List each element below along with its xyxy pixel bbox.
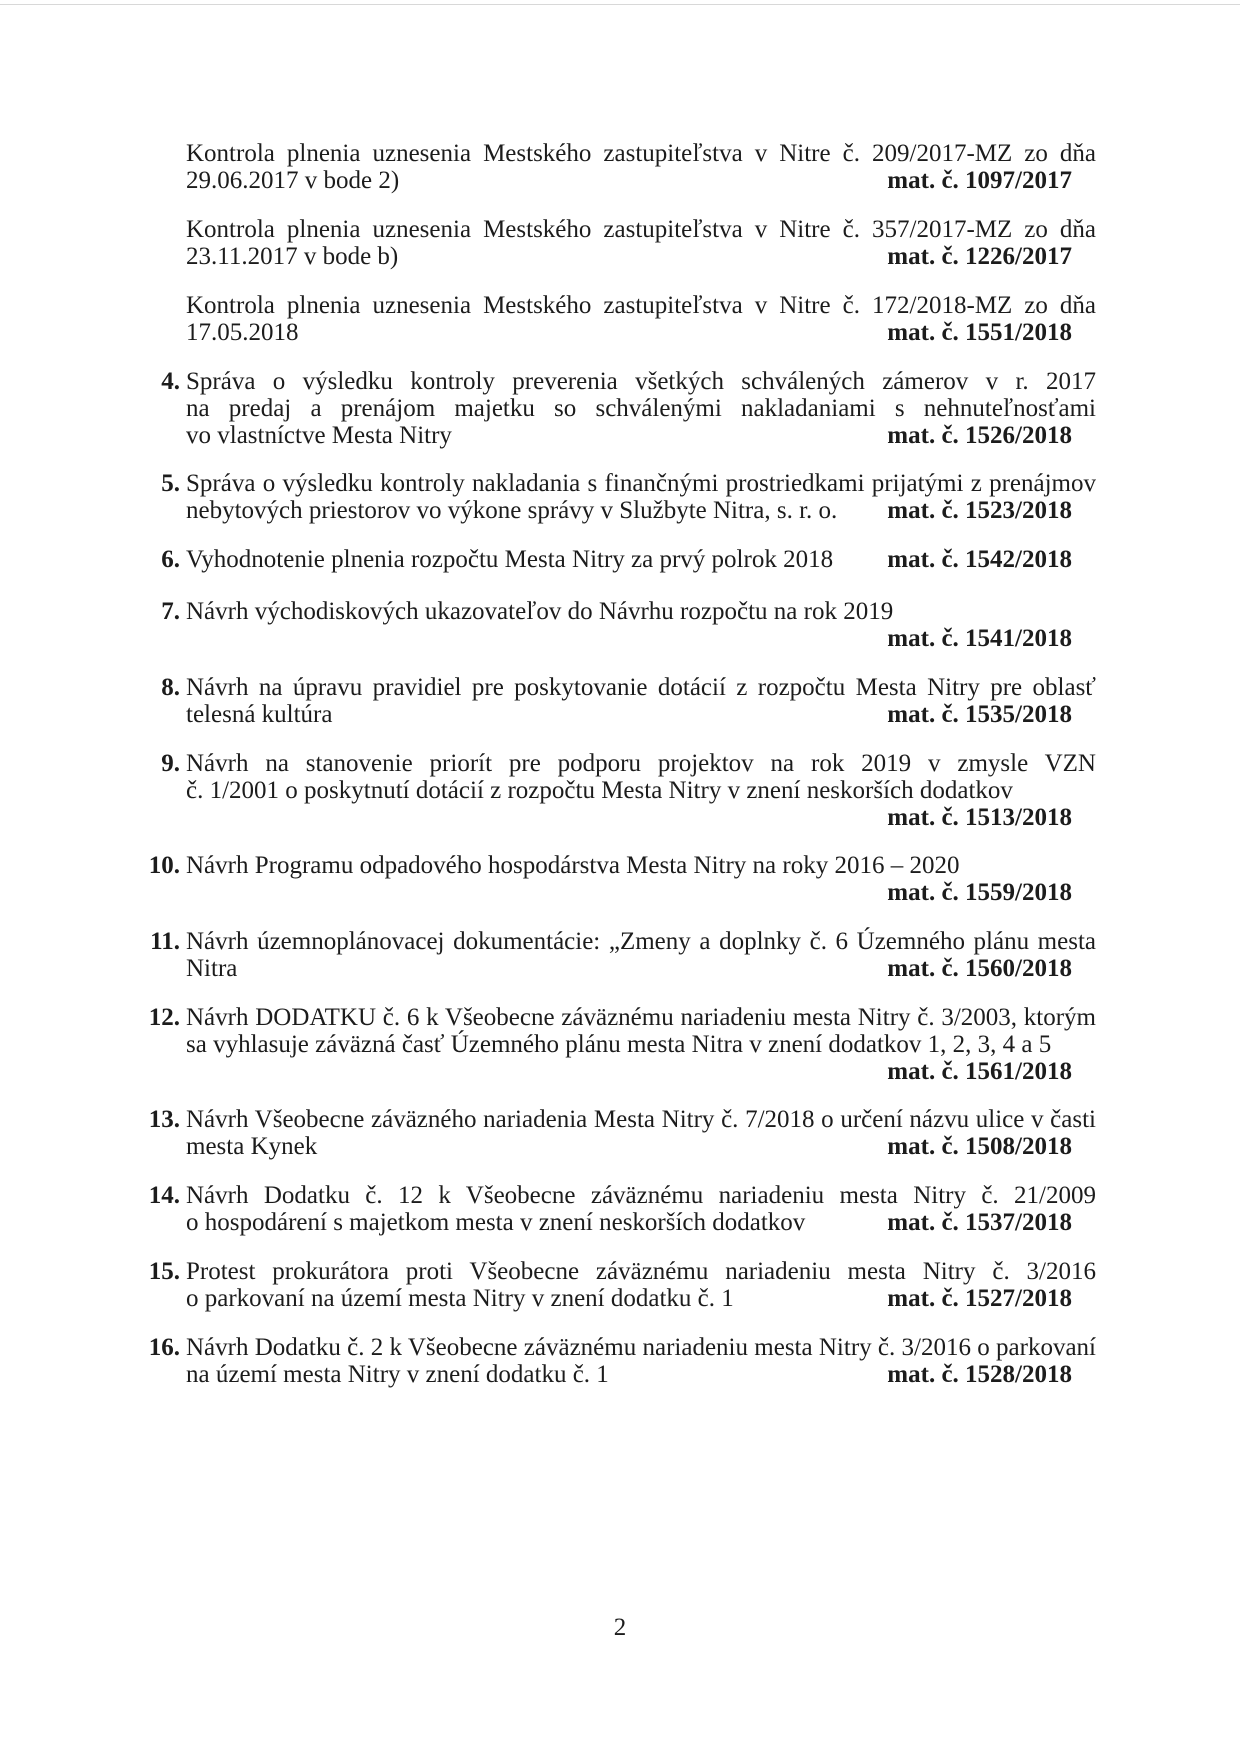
agenda-item-text-end: Návrh východiskových ukazovateľov do Návrhu rozpočtu na rok 2019 [186, 598, 894, 625]
agenda-item [161, 546, 1096, 573]
agenda-item-text-line: Správa o výsledku kontroly nakladania s finančnými prostriedkami prijatými z prenájmov [186, 470, 1096, 497]
agenda-item-text-line: Protest prokurátora proti Všeobecne záväznému nariadeniu mesta Nitry č. 3/2016 [186, 1258, 1096, 1285]
agenda-item-last-row [186, 1133, 1096, 1160]
agenda-item-last-row [186, 243, 1096, 270]
agenda-item-number: 10. [148, 852, 180, 879]
agenda-item-last-row [186, 1209, 1096, 1236]
agenda-item-number: 7. [161, 598, 180, 625]
material-number: mat. č. 1537/2018 [887, 1209, 1072, 1236]
agenda-item [186, 140, 1096, 194]
agenda-item-last-row [186, 319, 1096, 346]
material-number: mat. č. 1527/2018 [887, 1285, 1072, 1312]
agenda-item-text-end: o hospodárení s majetkom mesta v znení neskorších dodatkov [186, 1209, 806, 1236]
agenda-item-text-end: na území mesta Nitry v znení dodatku č. 1 [186, 1361, 609, 1388]
agenda-item [161, 750, 1096, 831]
agenda-item [161, 674, 1096, 728]
agenda-item-text-line: Návrh Dodatku č. 12 k Všeobecne záväznému nariadeniu mesta Nitry č. 21/2009 [186, 1182, 1096, 1209]
agenda-item [186, 216, 1096, 270]
material-number: mat. č. 1097/2017 [887, 167, 1072, 194]
agenda-item-text-line: Návrh územnoplánovacej dokumentácie: „Zmeny a doplnky č. 6 Územného plánu mesta [186, 928, 1096, 955]
material-number: mat. č. 1560/2018 [887, 955, 1072, 982]
scan-edge-line [0, 4, 1240, 5]
agenda-item-text-line: Návrh DODATKU č. 6 k Všeobecne záväznému nariadeniu mesta Nitry č. 3/2003, ktorým [186, 1004, 1096, 1031]
agenda-item-text-line: na predaj a prenájom majetku so schválenými nakladaniami s nehnuteľnosťami [186, 395, 1096, 422]
agenda-item-last-row [186, 167, 1096, 194]
agenda-item-text-end: mesta Kynek [186, 1133, 318, 1160]
agenda-item-last-row [186, 598, 1096, 625]
agenda-item-last-row [186, 497, 1096, 524]
agenda-item-last-row [186, 422, 1096, 449]
agenda-item-text-end: Návrh Programu odpadového hospodárstva Mesta Nitry na roky 2016 – 2020 [186, 852, 960, 879]
agenda-item-last-row [186, 955, 1096, 982]
agenda-item-number: 14. [148, 1182, 180, 1209]
agenda-item [148, 1004, 1096, 1085]
agenda-item-number: 4. [161, 368, 180, 395]
agenda-item-last-row [186, 1285, 1096, 1312]
material-number: mat. č. 1551/2018 [887, 319, 1072, 346]
agenda-item-number: 8. [161, 674, 180, 701]
agenda-item-last-row [186, 777, 1096, 804]
agenda-item [150, 928, 1096, 982]
material-number: mat. č. 1528/2018 [887, 1361, 1072, 1388]
material-number: mat. č. 1508/2018 [887, 1133, 1072, 1160]
material-number: mat. č. 1542/2018 [887, 546, 1072, 573]
page-number: 2 [613, 1614, 627, 1641]
agenda-item [148, 1106, 1096, 1160]
agenda-item [148, 852, 1096, 906]
agenda-item-last-row [186, 1361, 1096, 1388]
agenda-item-number: 9. [161, 750, 180, 777]
agenda-item-text-line: Návrh Dodatku č. 2 k Všeobecne záväznému nariadeniu mesta Nitry č. 3/2016 o parkovaní [186, 1334, 1096, 1361]
agenda-item [148, 1182, 1096, 1236]
agenda-item [161, 470, 1096, 524]
agenda-item-number: 13. [148, 1106, 180, 1133]
agenda-item-text-end: 17.05.2018 [186, 319, 299, 346]
agenda-item-text-end: č. 1/2001 o poskytnutí dotácií z rozpočtu Mesta Nitry v znení neskorších dodatkov [186, 777, 1013, 804]
material-number: mat. č. 1513/2018 [887, 804, 1072, 831]
agenda-item-number: 5. [161, 470, 180, 497]
agenda-item-last-row [186, 701, 1096, 728]
agenda-item-text-end: Vyhodnotenie plnenia rozpočtu Mesta Nitry za prvý polrok 2018 [186, 546, 834, 573]
agenda-item-text-end: nebytových priestorov vo výkone správy v Službyte Nitra, s. r. o. [186, 497, 838, 524]
agenda-item [161, 368, 1096, 449]
agenda-item-text-end: o parkovaní na území mesta Nitry v znení dodatku č. 1 [186, 1285, 734, 1312]
material-number: mat. č. 1541/2018 [887, 625, 1072, 652]
agenda-item-text-line: Kontrola plnenia uznesenia Mestského zastupiteľstva v Nitre č. 172/2018-MZ zo dňa [186, 292, 1096, 319]
material-number: mat. č. 1559/2018 [887, 879, 1072, 906]
agenda-item-text-end: 23.11.2017 v bode b) [186, 243, 399, 270]
material-number: mat. č. 1561/2018 [887, 1058, 1072, 1085]
agenda-item-last-row [186, 546, 1096, 573]
agenda-item-text-end: vo vlastníctve Mesta Nitry [186, 422, 452, 449]
agenda-item-text-line: Kontrola plnenia uznesenia Mestského zastupiteľstva v Nitre č. 209/2017-MZ zo dňa [186, 140, 1096, 167]
agenda-item-text-end: telesná kultúra [186, 701, 333, 728]
material-number: mat. č. 1523/2018 [887, 497, 1072, 524]
agenda-item-text-line: Návrh Všeobecne záväzného nariadenia Mesta Nitry č. 7/2018 o určení názvu ulice v časti [186, 1106, 1096, 1133]
material-number: mat. č. 1226/2017 [887, 243, 1072, 270]
agenda-item [148, 1334, 1096, 1388]
material-number: mat. č. 1535/2018 [887, 701, 1072, 728]
agenda-item [161, 598, 1096, 652]
agenda-item-number: 6. [161, 546, 180, 573]
agenda-item-last-row [186, 852, 1096, 879]
agenda-item-text-end: 29.06.2017 v bode 2) [186, 167, 400, 194]
agenda-item-text-line: Návrh na stanovenie priorít pre podporu projektov na rok 2019 v zmysle VZN [186, 750, 1096, 777]
agenda-item-number: 11. [150, 928, 180, 955]
agenda-item-text-end: Nitra [186, 955, 238, 982]
agenda-item [148, 1258, 1096, 1312]
agenda-item-last-row [186, 1031, 1096, 1058]
agenda-item [186, 292, 1096, 346]
agenda-item-text-line: Správa o výsledku kontroly preverenia všetkých schválených zámerov v r. 2017 [186, 368, 1096, 395]
material-number: mat. č. 1526/2018 [887, 422, 1072, 449]
agenda-item-text-line: Návrh na úpravu pravidiel pre poskytovanie dotácií z rozpočtu Mesta Nitry pre oblasť [186, 674, 1096, 701]
agenda-item-number: 12. [148, 1004, 180, 1031]
agenda-item-text-line: Kontrola plnenia uznesenia Mestského zastupiteľstva v Nitre č. 357/2017-MZ zo dňa [186, 216, 1096, 243]
agenda-item-text-end: sa vyhlasuje záväzná časť Územného plánu mesta Nitra v znení dodatkov 1, 2, 3, 4 a 5 [186, 1031, 1052, 1058]
agenda-item-number: 16. [148, 1334, 180, 1361]
agenda-item-number: 15. [148, 1258, 180, 1285]
